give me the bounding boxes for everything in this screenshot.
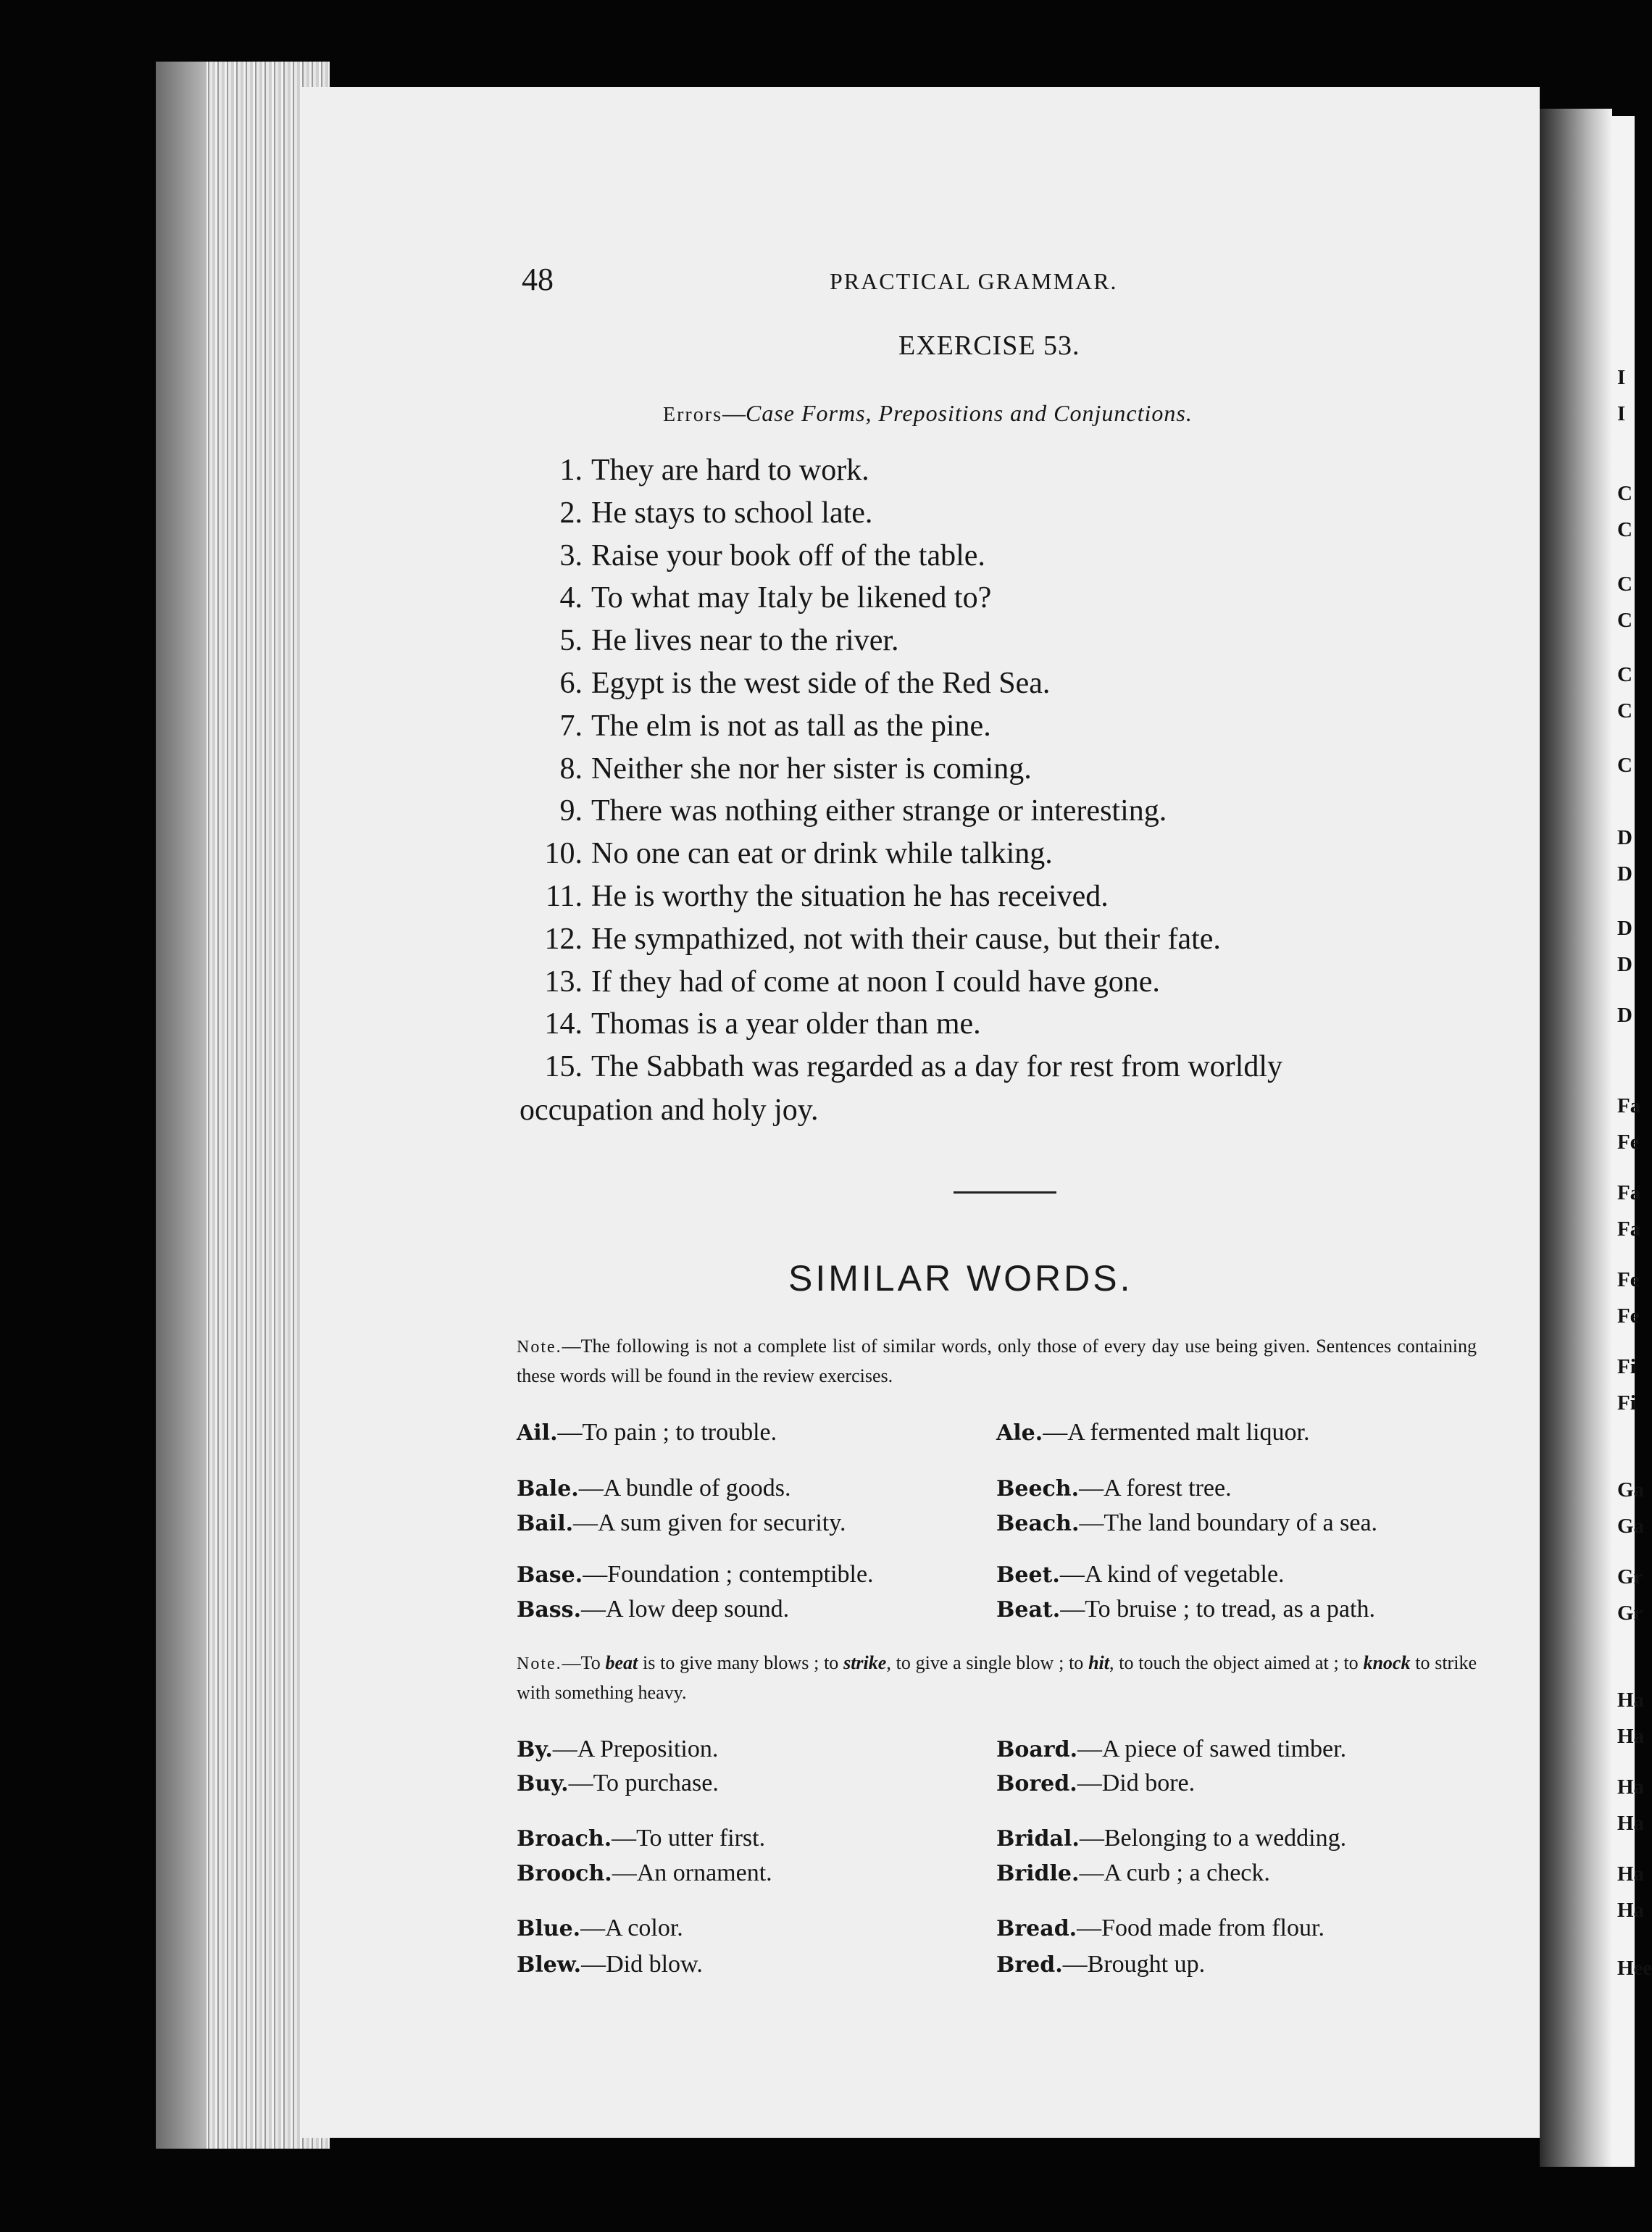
exercise-sentence	[520, 580, 991, 615]
facing-page-fragment: Fa	[1617, 1217, 1641, 1241]
similar-word-entry	[517, 1736, 718, 1763]
facing-page-fragment: Fa	[1617, 1181, 1641, 1204]
entry-word: Beet.	[996, 1562, 1060, 1588]
entry-definition: —A sum given for security.	[573, 1509, 846, 1536]
sentence-number: 14.	[544, 1007, 583, 1041]
facing-page-fragment: D	[1617, 826, 1632, 849]
similar-word-entry	[517, 1561, 874, 1588]
sentence-text: They are hard to work.	[591, 454, 869, 487]
sentence-number: 12.	[544, 923, 583, 956]
similar-word-entry	[517, 1915, 683, 1942]
entry-word: Bread.	[996, 1916, 1077, 1941]
similar-word-entry	[996, 1770, 1195, 1797]
entry-definition: —A low deep sound.	[581, 1596, 790, 1623]
similar-word-entry	[517, 1596, 789, 1623]
facing-page-fragment: Ha	[1617, 1688, 1645, 1712]
sentence-text: To what may Italy be likened to?	[591, 581, 992, 615]
exercise-sentence	[520, 1007, 981, 1041]
entry-definition: —A fermented malt liquor.	[1043, 1419, 1310, 1446]
sentence-text: He sympathized, not with their cause, but their fate.	[591, 923, 1221, 956]
sentence-text: Neither she nor her sister is coming.	[591, 752, 1032, 786]
exercise-sentence	[520, 496, 872, 530]
exercise-sentence	[520, 836, 1053, 871]
entry-definition: —A kind of vegetable.	[1059, 1561, 1285, 1588]
sentence-text: If they had of come at noon I could have gone.	[591, 965, 1160, 999]
exercise-sentence	[520, 1049, 1282, 1084]
facing-page-fragment: D	[1617, 917, 1632, 940]
sentence-number: 5.	[559, 624, 583, 657]
note-keyword: hit	[1088, 1652, 1109, 1673]
facing-page-fragment: D	[1617, 862, 1632, 886]
similar-word-entry	[996, 1951, 1205, 1978]
exercise-title: EXERCISE 53.	[898, 330, 1080, 361]
facing-page-fragment: C	[1617, 482, 1632, 505]
entry-word: Bored.	[996, 1771, 1077, 1796]
note-text: , to give a single blow ; to	[886, 1652, 1089, 1673]
facing-page-fragment: C	[1617, 754, 1632, 777]
note-keyword: beat	[605, 1652, 638, 1673]
similar-word-entry	[517, 1951, 703, 1978]
page-edges-shadow	[156, 62, 206, 2149]
note-keyword: strike	[843, 1652, 887, 1673]
exercise-sentence	[520, 453, 869, 488]
exercise-sentence	[520, 922, 1221, 957]
similar-word-entry	[517, 1419, 777, 1446]
entry-definition: —Brought up.	[1062, 1951, 1206, 1978]
note-text: —To	[562, 1652, 606, 1673]
exercise-sentence	[520, 538, 985, 573]
exercise-sentence	[520, 709, 991, 744]
entry-word: Broach.	[517, 1826, 612, 1852]
sentence-number: 6.	[559, 667, 583, 700]
sentence-text: Thomas is a year older than me.	[591, 1007, 981, 1041]
entry-word: Beech.	[996, 1476, 1080, 1502]
sentence-number: 9.	[559, 794, 583, 828]
facing-page-fragment: Fe	[1617, 1304, 1640, 1328]
entry-word: Board.	[996, 1737, 1078, 1762]
sentence-number: 3.	[559, 539, 583, 572]
caption-topics: Case Forms, Prepositions and Conjunctions.	[745, 400, 1193, 426]
similar-word-entry	[996, 1475, 1232, 1502]
book-gutter	[1540, 109, 1612, 2167]
entry-word: Base.	[517, 1562, 583, 1588]
facing-page-fragment: I	[1617, 402, 1626, 425]
entry-definition: —A bundle of goods.	[578, 1475, 791, 1502]
entry-definition: —A forest tree.	[1079, 1475, 1232, 1502]
entry-definition: —A curb ; a check.	[1079, 1860, 1270, 1886]
sentence-number: 13.	[544, 965, 583, 999]
facing-page-fragment: D	[1617, 953, 1632, 976]
exercise-sentence	[520, 666, 1050, 701]
sentence-number: 7.	[559, 709, 583, 743]
similar-word-entry	[996, 1509, 1377, 1537]
entry-definition: —Did bore.	[1077, 1770, 1196, 1796]
running-head: PRACTICAL GRAMMAR.	[830, 268, 1118, 294]
facing-page-fragment: Fe	[1617, 1268, 1640, 1291]
book-page	[301, 87, 1540, 2138]
sentence-number: 15.	[544, 1050, 583, 1083]
caption-dash: —	[722, 400, 746, 426]
entry-word: Bail.	[517, 1511, 574, 1536]
note-label: Note.	[517, 1654, 562, 1673]
section-rule	[954, 1191, 1056, 1194]
similar-word-entry	[517, 1475, 791, 1502]
entry-word: Blue.	[517, 1916, 581, 1941]
facing-page-fragment: Ha	[1617, 1775, 1645, 1799]
facing-page-fragment: Fa	[1617, 1094, 1641, 1117]
sentence-continuation: occupation and holy joy.	[520, 1094, 819, 1127]
entry-word: Bridal.	[996, 1826, 1080, 1852]
entry-definition: —To utter first.	[612, 1825, 766, 1852]
exercise-sentence	[520, 879, 1109, 914]
entry-word: Bale.	[517, 1476, 579, 1502]
facing-page-fragment: I	[1617, 366, 1626, 389]
similar-word-entry	[517, 1770, 719, 1797]
entry-word: Ale.	[996, 1420, 1043, 1446]
entry-word: By.	[517, 1737, 553, 1762]
entry-word: Bass.	[517, 1597, 582, 1623]
entry-definition: —A color.	[580, 1915, 683, 1941]
facing-page-fragment: C	[1617, 609, 1632, 632]
facing-page-fragment: Gr	[1617, 1602, 1643, 1625]
similar-word-entry	[996, 1860, 1270, 1887]
sentence-text: The Sabbath was regarded as a day for rest from worldly	[591, 1050, 1283, 1083]
sentence-number: 11.	[546, 880, 583, 913]
facing-page-fragment: Ha	[1617, 1862, 1645, 1886]
entry-word: Buy.	[517, 1771, 569, 1796]
sentence-number: 8.	[559, 752, 583, 786]
entry-word: Brooch.	[517, 1861, 612, 1886]
note-text: is to give many blows ; to	[638, 1652, 844, 1673]
entry-definition: —Food made from flour.	[1077, 1915, 1324, 1941]
note-label: Note.	[517, 1338, 562, 1357]
entry-definition: —To purchase.	[568, 1770, 719, 1796]
sentence-text: He is worthy the situation he has received.	[591, 880, 1109, 913]
facing-page-fragment: C	[1617, 518, 1632, 541]
note-text: , to touch the object aimed at ; to	[1109, 1652, 1364, 1673]
entry-definition: —To bruise ; to tread, as a path.	[1060, 1596, 1375, 1623]
similar-word-entry	[996, 1736, 1346, 1763]
entry-definition: —Belonging to a wedding.	[1079, 1825, 1347, 1852]
section-title: SIMILAR WORDS.	[788, 1258, 1133, 1299]
entry-word: Bred.	[996, 1952, 1063, 1978]
similar-word-entry	[996, 1825, 1346, 1852]
sentence-text: Egypt is the west side of the Red Sea.	[591, 667, 1051, 700]
facing-page-fragment: Hee	[1617, 1957, 1652, 1980]
note-text: —The following is not a complete list of similar words, only those of every day use being given. Sentences containing these words will be found in the review exercises.	[517, 1336, 1477, 1386]
similar-word-entry	[996, 1596, 1375, 1623]
sentence-text: Raise your book off of the table.	[591, 539, 985, 572]
facing-page-fragment: C	[1617, 663, 1632, 686]
entry-definition: —Did blow.	[581, 1951, 703, 1978]
facing-page-fragment: Ga	[1617, 1478, 1645, 1502]
facing-page-fragment: Ga	[1617, 1515, 1645, 1538]
similar-word-entry	[517, 1825, 765, 1852]
similar-word-entry	[996, 1915, 1324, 1942]
entry-word: Bridle.	[996, 1861, 1080, 1886]
caption-label: Errors	[663, 404, 722, 426]
note-keyword: knock	[1363, 1652, 1411, 1673]
note-text: to strike with something heavy.	[517, 1652, 1477, 1703]
page-number: 48	[522, 262, 554, 297]
exercise-sentence	[520, 751, 1032, 786]
facing-page-fragment: Fi	[1617, 1355, 1636, 1378]
similar-word-entry	[996, 1419, 1309, 1446]
entry-definition: —An ornament.	[612, 1860, 772, 1886]
exercise-sentence	[520, 794, 1167, 828]
entry-word: Beach.	[996, 1511, 1080, 1536]
exercise-caption	[663, 400, 1193, 427]
sentence-number: 2.	[559, 496, 583, 530]
entry-definition: —A Preposition.	[552, 1736, 719, 1762]
sentence-text: He stays to school late.	[591, 496, 873, 530]
sentence-text: There was nothing either strange or interesting.	[591, 794, 1167, 828]
similar-word-entry	[517, 1509, 846, 1537]
similar-word-entry	[996, 1561, 1285, 1588]
facing-page-fragment: Ha	[1617, 1899, 1645, 1922]
facing-page-fragment: Gr	[1617, 1565, 1643, 1588]
entry-definition: —The land boundary of a sea.	[1079, 1509, 1378, 1536]
entry-definition: —To pain ; to trouble.	[557, 1419, 777, 1446]
entry-word: Blew.	[517, 1952, 582, 1978]
sentence-text: The elm is not as tall as the pine.	[591, 709, 991, 743]
facing-page-fragment: Ha	[1617, 1812, 1645, 1835]
entry-word: Beat.	[996, 1597, 1061, 1623]
entry-word: Ail.	[517, 1420, 558, 1446]
facing-page-fragment: C	[1617, 699, 1632, 723]
note-beat	[517, 1649, 1477, 1707]
facing-page-fragment: Ha	[1617, 1725, 1645, 1748]
facing-page-fragment: Fe	[1617, 1130, 1640, 1154]
similar-word-entry	[517, 1860, 772, 1887]
facing-page-fragment: D	[1617, 1004, 1632, 1027]
sentence-text: He lives near to the river.	[591, 624, 899, 657]
sentence-number: 1.	[559, 454, 583, 487]
facing-page-fragment: C	[1617, 572, 1632, 596]
exercise-sentence	[520, 965, 1160, 999]
sentence-number: 10.	[544, 837, 583, 870]
exercise-sentence	[520, 623, 899, 658]
facing-page-fragment: Fi	[1617, 1391, 1636, 1415]
entry-definition: —Foundation ; contemptible.	[583, 1561, 874, 1588]
sentence-number: 4.	[559, 581, 583, 615]
note-intro	[517, 1332, 1477, 1391]
sentence-text: No one can eat or drink while talking.	[591, 837, 1053, 870]
entry-definition: —A piece of sawed timber.	[1077, 1736, 1347, 1762]
